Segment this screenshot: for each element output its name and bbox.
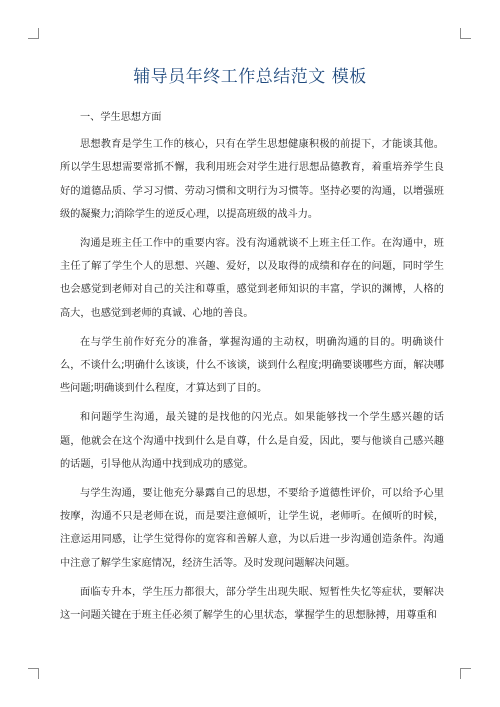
crop-mark-bottom-right — [460, 668, 471, 679]
paragraph-6: 面临专升本，学生压力都很大，部分学生出现失眠、短暂性失忆等症状，要解决这一问题关键在于班主任必须了解学生的心里状态，掌握学生的思想脉搏，用尊重和 — [60, 586, 444, 622]
paragraph-2: 沟通是班主任工作中的重要内容。没有沟通就谈不上班主任工作。在沟通中，班主任了解了学生个人的思想、兴趣、爱好，以及取得的成绩和存在的问题，同时学生也会感觉到老师对自己的关注和尊重，感觉到老师知识的丰富，学识的渊博，人格的高大，也感觉到老师的真诚、心地的善良。 — [60, 238, 444, 319]
paragraph-3: 在与学生前作好充分的准备，掌握沟通的主动权，明确沟通的目的。明确谈什么，不谈什么;明确什么该谈，什么不该谈，谈到什么程度;明确要谈哪些方面，解决哪些问题;明确谈到什么程度，才算达到了目的。 — [60, 336, 444, 395]
document-title: 辅导员年终工作总结范文 模板 — [133, 67, 367, 87]
crop-mark-top-left — [28, 28, 39, 39]
paragraph-5: 与学生沟通，要让他充分暴露自己的思想，不要给予道德性评价，可以给予心里按摩，沟通不只是老师在说，而是要注意倾听，让学生说，老师听。在倾听的时候，注意运用同感，让学生觉得你的宽容和善解人意，为以后进一步沟通创造条件。沟通中注意了解学生家庭情况，经济生活等。及时发现问题解决问题。 — [60, 488, 444, 569]
section-heading: 一、学生思想方面 — [80, 112, 162, 123]
paragraph-1: 思想教育是学生工作的核心，只有在学生思想健康积极的前提下，才能谈其他。所以学生思想需要常抓不懈，我利用班会对学生进行思想品德教育，着重培养学生良好的道德品质、学习习惯、劳动习惯和文明行为习惯等。坚持必要的沟通，以增强班级的凝聚力;消除学生的逆反心理，以提高班级的战斗力。 — [60, 139, 444, 220]
crop-mark-bottom-left — [28, 668, 39, 679]
crop-mark-top-right — [460, 28, 471, 39]
document-body — [60, 106, 444, 633]
paragraph-4: 和问题学生沟通，最关键的是找他的闪光点。如果能够找一个学生感兴趣的话题，他就会在这个沟通中找到什么是自尊，什么是自爱，因此，要与他谈自己感兴趣的话题，引导他从沟通中找到成功的感觉。 — [60, 412, 444, 470]
